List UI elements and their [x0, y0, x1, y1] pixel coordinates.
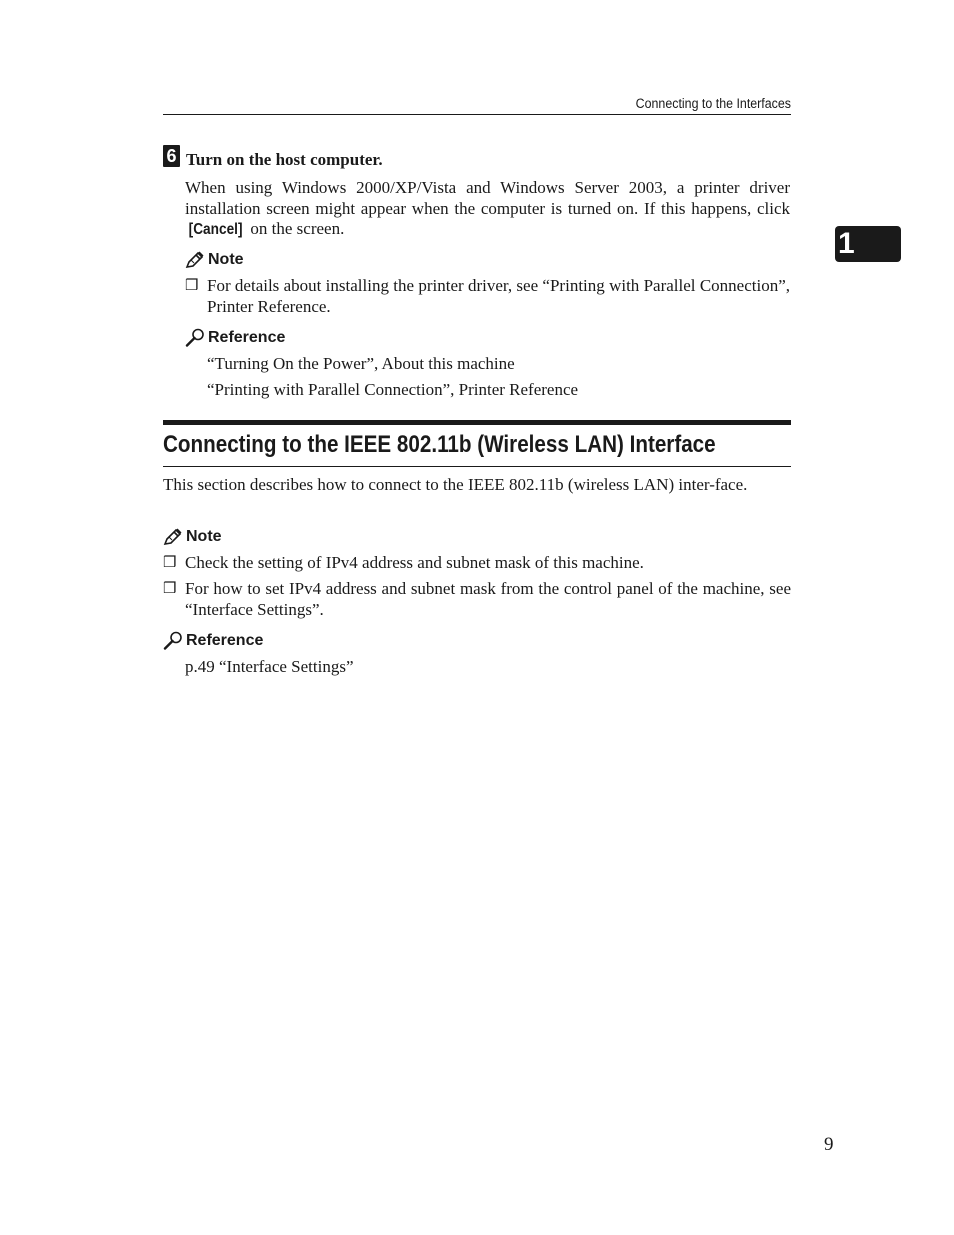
note-item-text: Check the setting of IPv4 address and subnet mask of this machine.: [185, 553, 644, 572]
reference-heading: [185, 328, 285, 347]
step-number-badge: 6: [163, 145, 180, 167]
note-heading-label: Note: [186, 528, 222, 545]
note-item: [163, 579, 791, 620]
note-heading-label: Note: [208, 251, 244, 268]
step-title: Turn on the host computer.: [186, 150, 383, 169]
section-intro: This section describes how to connect to the IEEE 802.11b (wireless LAN) inter-face.: [163, 475, 748, 494]
reference-heading: [163, 631, 263, 650]
step-body-text: When using Windows 2000/XP/Vista and Windows Server 2003, a printer driver installation screen might appear when the computer is turned on. If this happens, click: [185, 178, 790, 218]
step-body-text-end: on the screen.: [246, 219, 345, 238]
section-rule-top: [163, 420, 791, 425]
reference-heading-label: Reference: [208, 328, 286, 346]
reference-item: “Turning On the Power”, About this machine: [207, 354, 515, 373]
note-item: [163, 553, 791, 574]
step-body: [185, 178, 790, 241]
chapter-tab: [835, 226, 901, 262]
checkbox-icon: ❒: [163, 581, 177, 597]
section-title: Connecting to the IEEE 802.11b (Wireless LAN) Interface: [163, 431, 716, 458]
magnifier-icon: [163, 631, 183, 650]
running-header: Connecting to the Interfaces: [635, 96, 791, 111]
section-rule-bottom: [163, 466, 791, 467]
reference-heading-label: Reference: [186, 631, 264, 649]
note-heading: [185, 251, 244, 269]
checkbox-icon: ❒: [163, 555, 177, 571]
cancel-button-label: [Cancel]: [188, 221, 243, 238]
page-number: 9: [824, 1134, 834, 1155]
pencil-icon: [163, 528, 183, 546]
magnifier-icon: [185, 328, 205, 347]
note-heading: [163, 528, 222, 546]
header-rule: [163, 114, 791, 115]
reference-item: “Printing with Parallel Connection”, Printer Reference: [207, 380, 579, 399]
checkbox-icon: ❒: [185, 278, 199, 294]
pencil-icon: [185, 251, 205, 269]
note-item-text: For details about installing the printer driver, see “Printing with Parallel Connection”, Printer Reference.: [207, 276, 790, 316]
reference-link[interactable]: p.49 “Interface Settings”: [185, 657, 354, 676]
note-item: [185, 276, 790, 317]
note-item-text: For how to set IPv4 address and subnet mask from the control panel of the machine, see “Interface Settings”.: [185, 579, 791, 619]
chapter-number: 1: [838, 227, 855, 260]
